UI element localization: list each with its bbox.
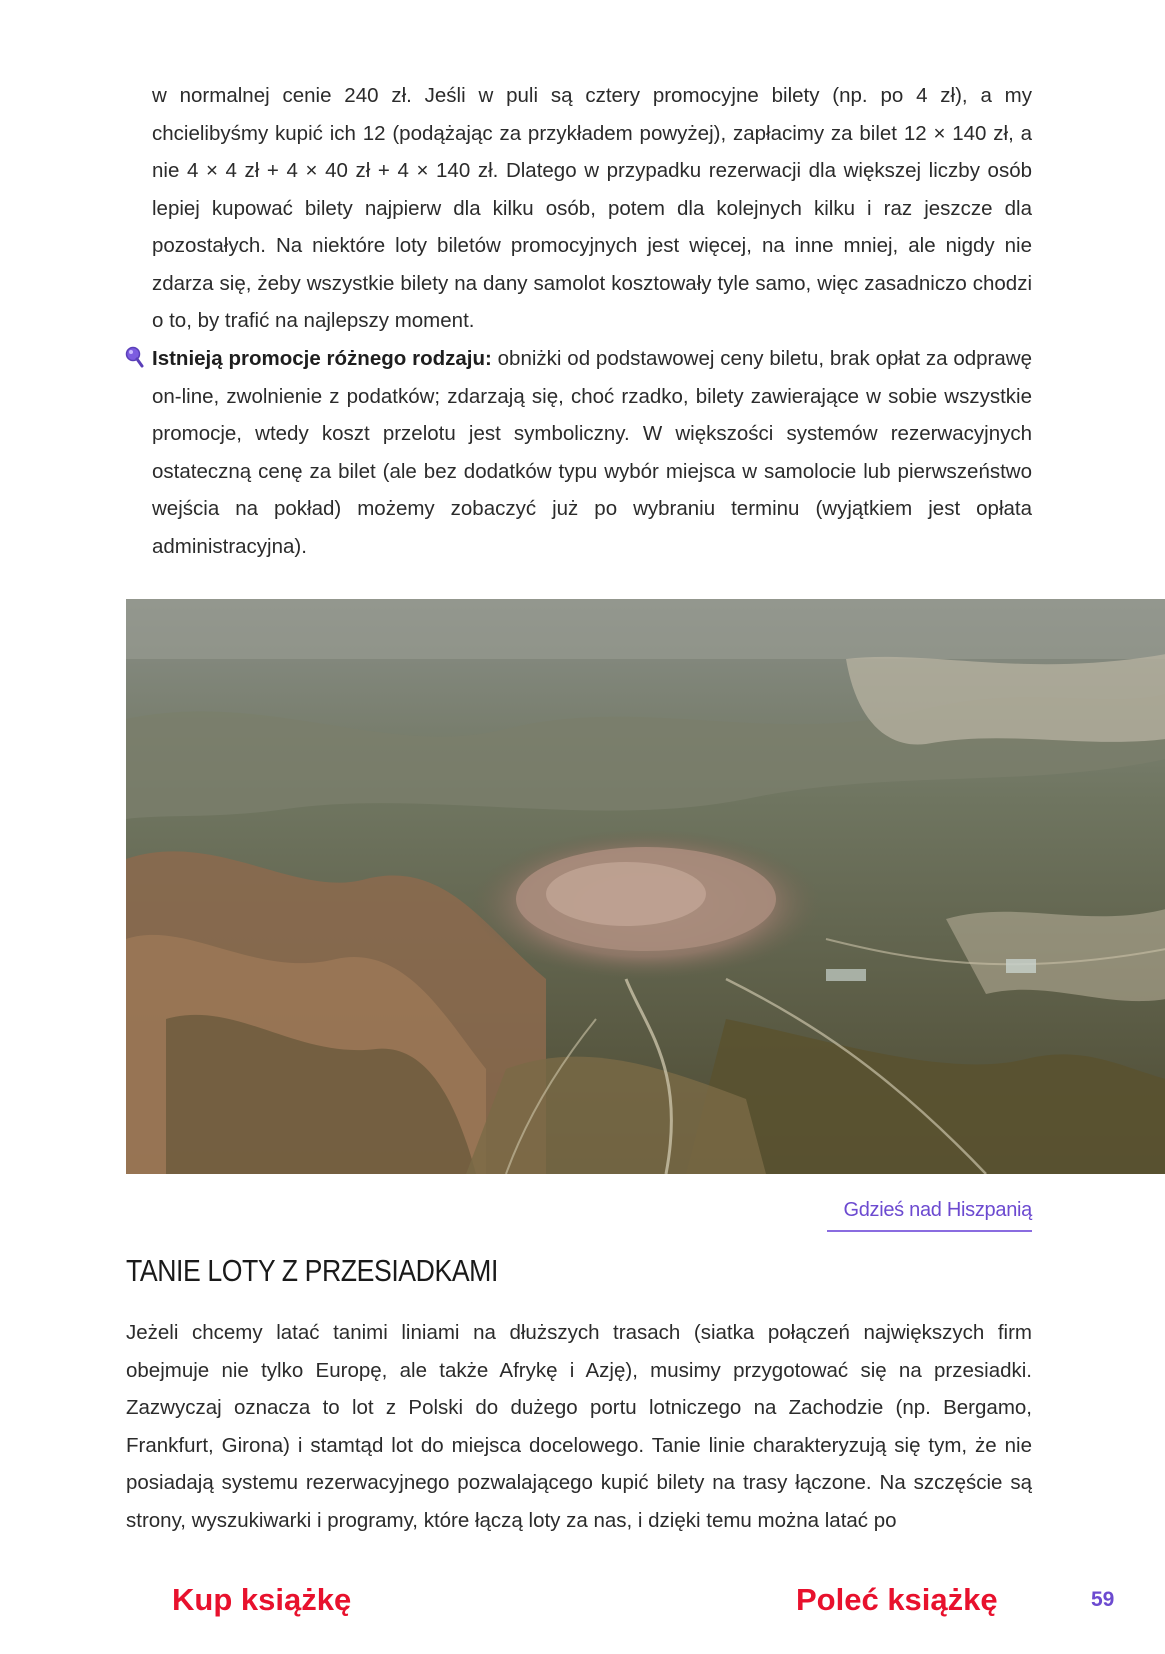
body-paragraph-1: w normalnej cenie 240 zł. Jeśli w puli są cztery promocyjne bilety (np. po 4 zł), a my chcielibyśmy kupić ich 12 (podążając za przykładem powyżej), zapłacimy za bilet 12 × 140 zł, a nie 4 × 4 zł + 4 × 40 zł + 4 × 140 zł. Dlatego w przypadku rezerwacji dla większej liczby osób lepiej kupować bilety najpierw dla kilku osób, potem dla kolejnych kilku i raz jeszcze dla pozostałych. Na niektóre loty biletów promocyjnych jest więcej, na inne mniej, ale nigdy nie zdarza się, żeby wszystkie bilety na dany samolot kosztowały tyle samo, więc zasadniczo chodzi o to, by trafić na najlepszy moment. [152, 84, 1032, 332]
page-number: 59 [1091, 1588, 1115, 1611]
bold-lead-in: Istnieją promocje różnego rodzaju: [152, 347, 492, 370]
paragraph-2-text: obniżki od podstawowej ceny biletu, brak opłat za odprawę on-line, zwolnienie z podatków; zdarzają się, choć rzadko, bilety zawierające w sobie wszystkie promocje, wtedy koszt przelotu jest symboliczny. W większości systemów rezerwacyjnych ostateczną cenę za bilet (ale bez dodatków typu wybór miejsca w samolocie lub pierwszeństwo wejścia na pokład) możemy zobaczyć już po wybraniu terminu (wyjątkiem jest opłata administracyjna). [152, 347, 1032, 558]
body-paragraph-2 [152, 340, 1032, 565]
body-paragraph-3: Jeżeli chcemy latać tanimi liniami na dłuższych trasach (siatka połączeń największych firm obejmuje nie tylko Europę, ale także Afrykę i Azję), musimy przygotować się na przesiadki. Zazwyczaj oznacza to lot z Polski do dużego portu lotniczego na Zachodzie (np. Bergamo, Frankfurt, Girona) i stamtąd lot do miejsca docelowego. Tanie linie charakteryzują się tym, że nie posiadają systemu rezerwacyjnego pozwalającego kupić bilety na trasy łączone. Na szczęście są strony, wyszukiwarki i programy, które łączą loty za nas, i dzięki temu można latać po [126, 1321, 1032, 1532]
section-heading: TANIE LOTY Z PRZESIADKAMI [126, 1253, 498, 1288]
aerial-photo-spain [126, 599, 1165, 1174]
recommend-book-link[interactable]: Poleć książkę [796, 1582, 998, 1617]
photo-caption: Gdzieś nad Hiszpanią [827, 1199, 1032, 1232]
buy-book-link[interactable]: Kup książkę [172, 1582, 352, 1617]
magnifier-bullet-icon [124, 346, 144, 368]
